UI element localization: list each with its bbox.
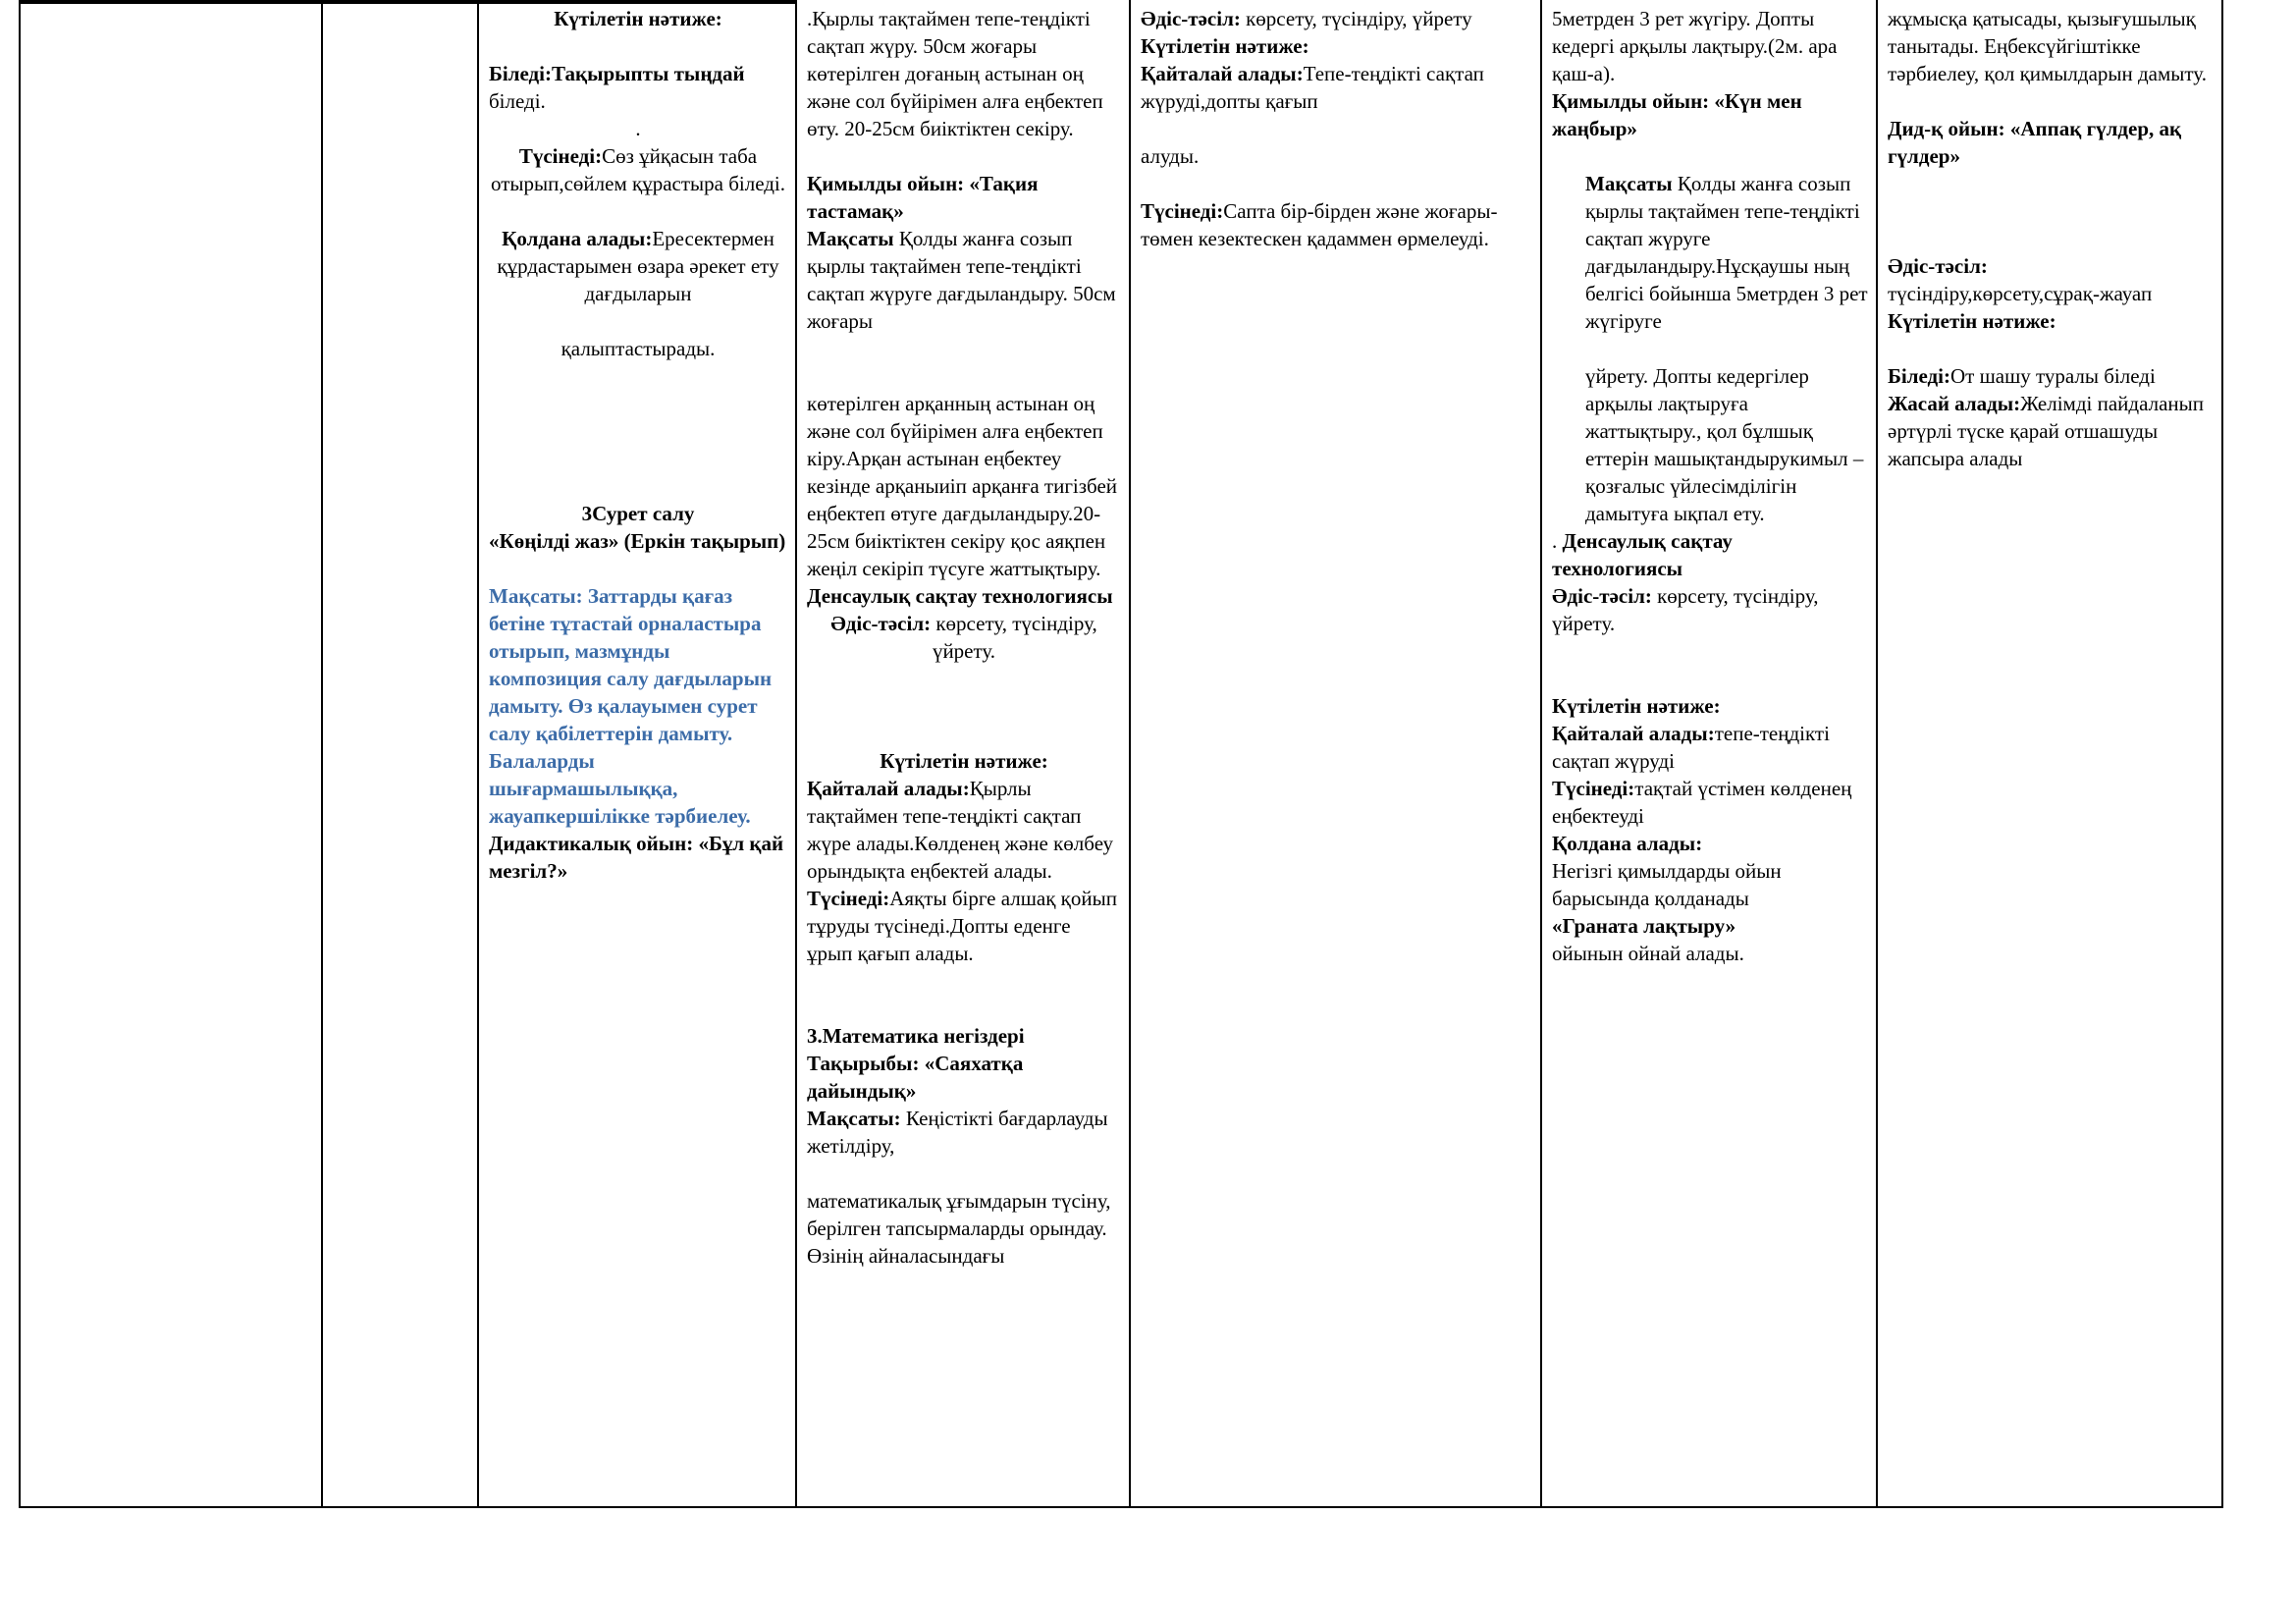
table-cell-empty-left <box>19 0 321 1506</box>
table-cell-running-game <box>1540 0 1876 1506</box>
text-run: Кеңістікті бағдарлауды жетілдіру, <box>807 1107 1108 1158</box>
text-run: Күтілетін нәтиже: <box>1888 309 2056 333</box>
table-cell-physical-training-math <box>795 0 1129 1506</box>
table-cell-empty-narrow <box>321 0 477 1506</box>
text-run: Күтілетін нәтиже: <box>1141 34 1309 58</box>
paragraph <box>807 775 1121 885</box>
table-cell-applique-activity <box>1876 0 2223 1506</box>
paragraph <box>1141 142 1532 170</box>
text-run: .Қырлы тақтаймен тепе-теңдікті сақтап жүру. 50см жоғары көтерілген доғаның астынан оң және сол бүйірімен алға еңбектеп өту. 20-25см биіктіктен секіру. <box>807 7 1103 140</box>
text-run: Күтілетін нәтиже: <box>554 7 722 30</box>
text-run: . <box>1552 529 1563 553</box>
text-run: Қолды жанға созып қырлы тақтаймен тепе-теңдікті сақтап жүруге дағдыландыру.Нұсқаушы ның белгісі бойынша 5метрден 3 рет жүгіруге <box>1585 172 1868 333</box>
blank-line <box>1888 335 2216 362</box>
paragraph <box>489 335 787 362</box>
blank-line <box>1141 170 1532 197</box>
paragraph <box>489 582 787 720</box>
text-run: Күтілетін нәтиже: <box>1552 694 1721 718</box>
text-run: тепе-теңдікті сақтап жүруді <box>1552 722 1830 773</box>
paragraph <box>1552 940 1868 967</box>
paragraph <box>1552 87 1868 142</box>
paragraph <box>1141 32 1532 60</box>
text-run: Негізгі қимылдарды ойын барысында қолданады <box>1552 859 1782 910</box>
paragraph <box>1141 197 1532 252</box>
text-run: Әдіс-тәсіл: <box>1141 7 1247 30</box>
paragraph <box>489 60 787 115</box>
text-run: Күтілетін нәтиже: <box>880 749 1048 773</box>
text-run: Түсінеді: <box>518 144 603 168</box>
blank-line <box>807 142 1121 170</box>
paragraph <box>489 830 787 885</box>
paragraph <box>807 747 1121 775</box>
text-run: біледі. <box>489 89 546 113</box>
text-run: Денсаулық сақтау технологиясы <box>807 584 1113 608</box>
text-run: От шашу туралы біледі <box>1950 364 2156 388</box>
paragraph <box>1552 582 1868 637</box>
blank-line <box>1552 142 1868 170</box>
paragraph <box>489 225 787 307</box>
text-run: 5метрден 3 рет жүгіру. Допты кедергі арқылы лақтыру.(2м. ара қаш-а). <box>1552 7 1838 85</box>
text-run: Қолдана алады: <box>502 227 653 250</box>
blank-line <box>489 32 787 60</box>
blank-line <box>1552 665 1868 692</box>
paragraph <box>807 1022 1121 1050</box>
text-run: көрсету, түсіндіру, үйрету. <box>1552 584 1819 635</box>
paragraph <box>489 527 787 555</box>
text-run: жұмысқа қатысады, қызығушылық танытады. Еңбексүйгіштікке тәрбиелеу, қол қимылдарын дамыту. <box>1888 7 2207 85</box>
text-run: Түсінеді: <box>1552 777 1635 800</box>
text-run: Қырлы тақтаймен тепе-теңдікті сақтап жүре алады.Көлденең және көлбеу орындықта еңбектей алады. <box>807 777 1113 883</box>
text-run: Сөз ұйқасын таба отырып,сөйлем құрастыра біледі. <box>490 144 786 195</box>
text-run: тақтай үстімен көлденең еңбектеуді <box>1552 777 1852 828</box>
blank-line <box>489 362 787 390</box>
text-run: Қимылды ойын: «Тақия тастамақ» <box>807 172 1039 223</box>
paragraph <box>489 115 787 142</box>
blank-line <box>1552 335 1868 362</box>
blank-line <box>489 197 787 225</box>
paragraph <box>1141 60 1532 115</box>
paragraph <box>1585 362 1868 527</box>
paragraph <box>807 610 1121 665</box>
paragraph <box>1585 170 1868 335</box>
blank-line <box>489 390 787 417</box>
blank-line <box>489 445 787 472</box>
text-run: салу қабілеттерін дамыту. Балаларды шығармашылыққа, жауапкершілікке тәрбиелеу. <box>489 722 751 828</box>
paragraph <box>807 1050 1121 1105</box>
text-run: қалыптастырады. <box>561 337 716 360</box>
paragraph <box>489 5 787 32</box>
text-run: Әдіс-тәсіл: <box>1888 254 1988 278</box>
text-run: Мақсаты: <box>807 1107 906 1130</box>
text-run: Дид-қ ойын: «Аппақ гүлдер, ақ гүлдер» <box>1888 117 2182 168</box>
paragraph <box>1552 527 1868 582</box>
text-run: Тепе-теңдікті сақтап жүруді,допты қағып <box>1141 62 1484 113</box>
text-run: Қайталай алады: <box>1141 62 1304 85</box>
blank-line <box>807 720 1121 747</box>
text-run: Мақсаты: Заттарды қағаз бетіне тұтастай орналастыра отырып, мазмұнды композиция салу дағдыларын дамыту. Өз қалауымен сурет <box>489 584 773 718</box>
paragraph <box>807 170 1121 225</box>
table-cell-method-expected-results <box>1129 0 1540 1506</box>
text-run: Дидактикалық ойын: «Бұл қай мезгіл?» <box>489 832 784 883</box>
text-run: математикалық ұғымдарын түсіну, берілген тапсырмаларды орындау. Өзінің айналасындағы <box>807 1189 1111 1268</box>
text-run: Жасай алады: <box>1888 392 2021 415</box>
paragraph <box>1552 830 1868 857</box>
paragraph <box>1552 912 1868 940</box>
blank-line <box>489 472 787 500</box>
blank-line <box>807 665 1121 692</box>
blank-line <box>807 692 1121 720</box>
text-run: алуды. <box>1141 144 1200 168</box>
paragraph <box>807 1105 1121 1160</box>
paragraph <box>1552 5 1868 87</box>
text-run: Тақырыбы: «Саяхатқа дайындық» <box>807 1052 1024 1103</box>
text-run: ойынын ойнай алады. <box>1552 942 1744 965</box>
blank-line <box>489 417 787 445</box>
blank-line <box>1888 225 2216 252</box>
blank-line <box>1888 87 2216 115</box>
text-run: 3Сурет салу <box>581 502 695 525</box>
text-run: . <box>635 117 641 140</box>
paragraph <box>1888 115 2216 170</box>
paragraph <box>807 885 1121 967</box>
text-run: Әдіс-тәсіл: <box>1552 584 1658 608</box>
paragraph <box>807 225 1121 335</box>
text-run: «Граната лақтыру» <box>1552 914 1736 938</box>
text-run: Аяқты бірге алшақ қойып тұруды түсінеді.Допты еденге ұрып қағып алады. <box>807 887 1117 965</box>
text-run: үйрету. Допты кедергілер арқылы лақтыруға жаттықтыру., қол бұлшық еттерін машықтандырукимыл – қозғалыс үйлесімділігін дамытуға ықпал ету. <box>1585 364 1864 525</box>
paragraph <box>1888 307 2216 335</box>
text-run: Қолдана алады: <box>1552 832 1703 855</box>
text-run: Ересектермен құрдастарымен өзара әрекет ету дағдыларын <box>497 227 779 305</box>
text-run: 3.Математика негіздері <box>807 1024 1025 1048</box>
text-run: Түсінеді: <box>807 887 890 910</box>
text-run: Біледі:Тақырыпты тыңдай <box>489 62 745 85</box>
paragraph <box>1552 720 1868 775</box>
paragraph <box>489 720 787 830</box>
blank-line <box>807 995 1121 1022</box>
blank-line <box>807 362 1121 390</box>
text-run: Қолды жанға созып қырлы тақтаймен тепе-теңдікті сақтап жүруге дағдыландыру. 50см жоғары <box>807 227 1116 333</box>
text-run: Желімді пайдаланып әртүрлі түске қарай отшашуды жапсыра алады <box>1888 392 2204 470</box>
blank-line <box>807 967 1121 995</box>
paragraph <box>1888 362 2216 390</box>
table-top-border <box>19 0 795 4</box>
blank-line <box>489 307 787 335</box>
paragraph <box>807 390 1121 582</box>
paragraph <box>489 500 787 527</box>
paragraph <box>807 582 1121 610</box>
paragraph <box>1888 390 2216 472</box>
blank-line <box>1888 197 2216 225</box>
text-run: көтерілген арқанның астынан оң және сол бүйірімен алға еңбектеп кіру.Арқан астынан еңбектеу кезінде арқаныиіп арқанға тигізбей еңбектеп өтуге дағдыландыру.20-25см биіктіктен секіру қос аяқпен жеңіл секіріп түсуге жаттықтыру. <box>807 392 1118 580</box>
blank-line <box>489 555 787 582</box>
text-run: Әдіс-тәсіл: <box>830 612 936 635</box>
paragraph <box>1888 280 2216 307</box>
paragraph <box>1552 857 1868 912</box>
paragraph <box>1552 775 1868 830</box>
paragraph <box>807 1187 1121 1270</box>
paragraph <box>1888 252 2216 280</box>
paragraph <box>807 5 1121 142</box>
text-run: Түсінеді: <box>1141 199 1224 223</box>
blank-line <box>1552 637 1868 665</box>
text-run: Қимылды ойын: «Күн мен жаңбыр» <box>1552 89 1802 140</box>
text-run: Денсаулық сақтау технологиясы <box>1552 529 1733 580</box>
paragraph <box>1888 5 2216 87</box>
text-run: Мақсаты <box>1585 172 1678 195</box>
paragraph <box>1552 692 1868 720</box>
text-run: Қайталай алады: <box>1552 722 1715 745</box>
text-run: көрсету, түсіндіру, үйрету <box>1246 7 1472 30</box>
paragraph <box>489 142 787 197</box>
lesson-plan-table <box>19 0 2223 1508</box>
table-cell-expected-results-drawing <box>477 0 795 1506</box>
text-run: көрсету, түсіндіру, үйрету. <box>932 612 1097 663</box>
text-run: «Көңілді жаз» (Еркін тақырып) <box>489 529 786 553</box>
paragraph <box>1141 5 1532 32</box>
text-run: Сапта бір-бірден және жоғары-төмен кезектескен қадаммен өрмелеуді. <box>1141 199 1498 250</box>
blank-line <box>807 1160 1121 1187</box>
blank-line <box>807 335 1121 362</box>
blank-line <box>1141 115 1532 142</box>
text-run: Біледі: <box>1888 364 1950 388</box>
text-run: Қайталай алады: <box>807 777 970 800</box>
text-run: Мақсаты <box>807 227 899 250</box>
blank-line <box>1888 170 2216 197</box>
text-run: түсіндіру,көрсету,сұрақ-жауап <box>1888 282 2153 305</box>
